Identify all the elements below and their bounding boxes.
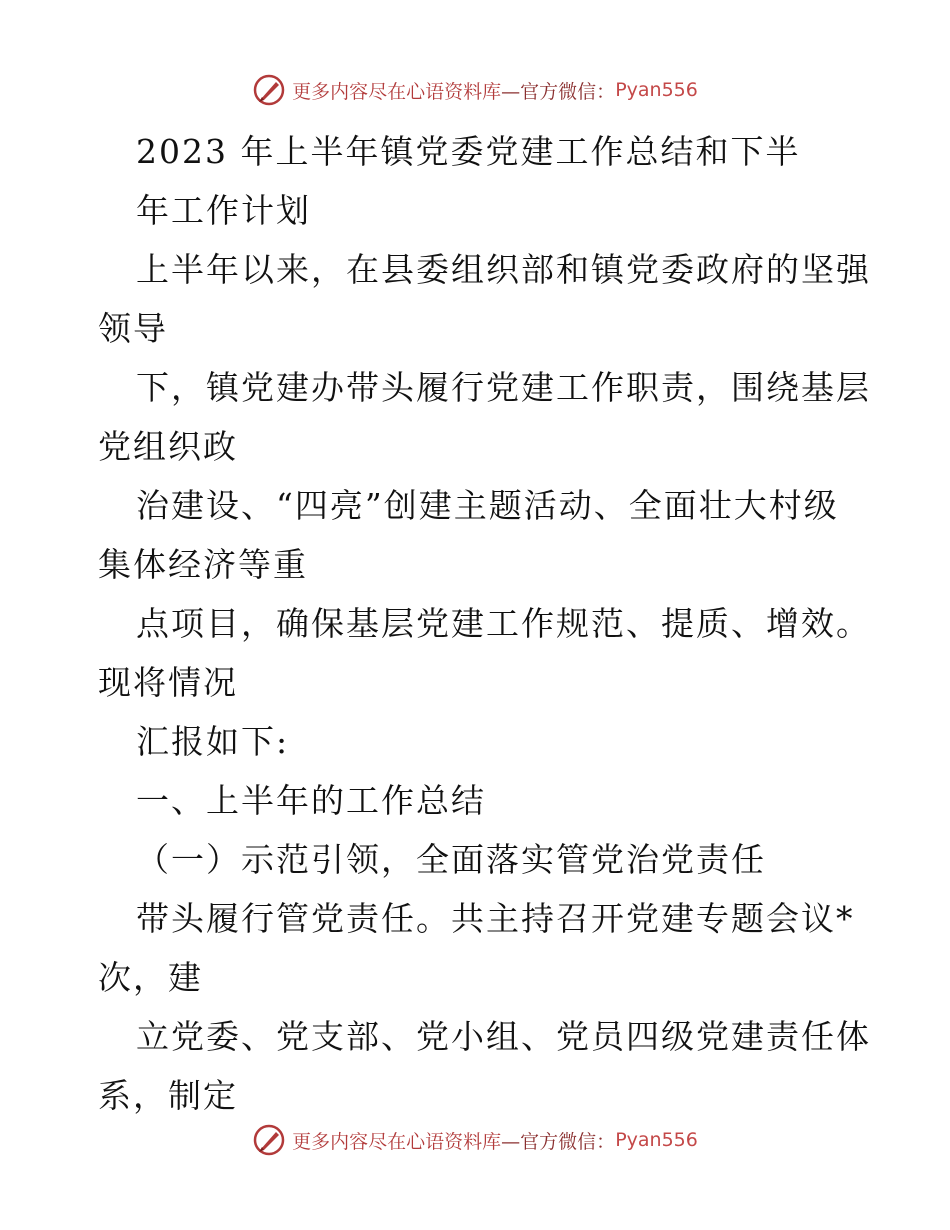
- paragraph-line: 立党委、党支部、党小组、党员四级党建责任体: [136, 1017, 871, 1056]
- paragraph-line: 带头履行管党责任。共主持召开党建专题会议*: [136, 899, 855, 938]
- paragraph-line: 领导: [98, 309, 168, 348]
- paragraph-line: 次，建: [98, 958, 203, 997]
- quill-logo-icon: [252, 1123, 286, 1157]
- paragraph-line: 集体经济等重: [98, 545, 308, 584]
- paragraph-line: 党组织政: [98, 427, 238, 466]
- paragraph-line: 治建设、“四亮”创建主题活动、全面壮大村级: [136, 486, 839, 525]
- title-line-2: 年工作计划: [136, 191, 311, 230]
- banner-text-main: 更多内容尽在心语资料库: [292, 80, 502, 103]
- quill-logo-icon: [252, 73, 286, 107]
- banner-text-wechat-label: —官方微信：: [501, 1130, 616, 1153]
- paragraph-line: 下，镇党建办带头履行党建工作职责，围绕基层: [136, 368, 871, 407]
- paragraph-line: 上半年以来，在县委组织部和镇党委政府的坚强: [136, 250, 871, 289]
- banner-text-wechat-label: —官方微信：: [501, 80, 616, 103]
- banner-text-main: 更多内容尽在心语资料库: [292, 1130, 502, 1153]
- section-heading: 一、上半年的工作总结: [136, 781, 486, 820]
- subsection-heading: （一）示范引领，全面落实管党治党责任: [136, 840, 766, 879]
- banner-wechat-id: Pyan556: [615, 79, 698, 101]
- footer-watermark-banner: [0, 1120, 950, 1160]
- banner-wechat-id: Pyan556: [615, 1129, 698, 1151]
- paragraph-line: 现将情况: [98, 663, 238, 702]
- paragraph-line: 系，制定: [98, 1076, 238, 1115]
- paragraph-line: 点项目，确保基层党建工作规范、提质、增效。: [136, 604, 871, 643]
- title-line-1: 2023 年上半年镇党委党建工作总结和下半: [136, 132, 801, 171]
- header-watermark-banner: [0, 70, 950, 110]
- paragraph-line: 汇报如下:: [136, 722, 290, 761]
- document-body: [98, 122, 878, 1125]
